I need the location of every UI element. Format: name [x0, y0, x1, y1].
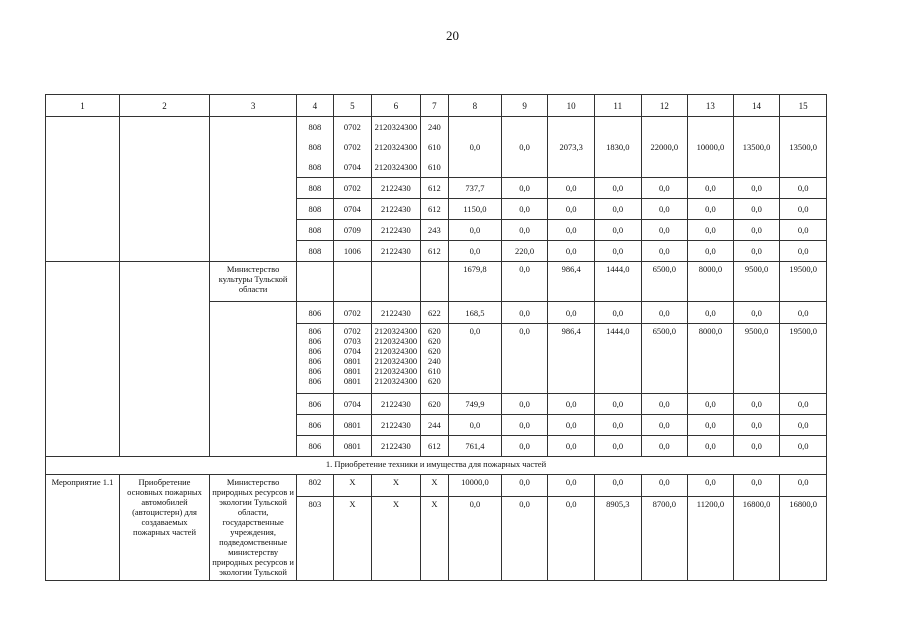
value-cell: 0,0 [780, 415, 827, 436]
value-cell: 13500,0 [733, 117, 780, 178]
ministry-culture-label: Министерство культуры Тульской области [210, 262, 297, 302]
code-cell [420, 117, 448, 178]
value-cell: 0,0 [501, 199, 548, 220]
value-cell: 0,0 [641, 220, 688, 241]
column-header: 13 [688, 95, 734, 117]
value-cell: 0,0 [688, 302, 734, 324]
value-cell: 16800,0 [733, 497, 780, 581]
value-cell: 0,0 [688, 436, 734, 457]
value-cell: 16800,0 [780, 497, 827, 581]
page-number: 20 [446, 28, 459, 43]
code-cell: 2122430 [372, 436, 421, 457]
value-cell: 0,0 [548, 497, 595, 581]
code-cell: 808 [297, 178, 333, 199]
value-cell: 0,0 [733, 394, 780, 415]
value-cell: 0,0 [501, 178, 548, 199]
code-cell: 806 [297, 394, 333, 415]
code-cell: 0704 [333, 199, 371, 220]
code-cell: 806 [297, 302, 333, 324]
code-cell: 243 [420, 220, 448, 241]
measure-executor: Министерство природных ресурсов и экологии Тульской области, государственные учреждения, подведомственные министерству природных ресурсов и экологии Тульской [210, 475, 297, 581]
code-line: 0702 [343, 122, 361, 132]
column-header: 11 [594, 95, 641, 117]
code-cell: X [420, 497, 448, 581]
value-cell: 19500,0 [780, 324, 827, 394]
code-cell: 612 [420, 199, 448, 220]
column-header: 2 [119, 95, 209, 117]
value-cell: 737,7 [449, 178, 502, 199]
value-cell: 8700,0 [641, 497, 688, 581]
column-header: 3 [210, 95, 297, 117]
value-cell: 0,0 [501, 324, 548, 394]
value-cell: 6500,0 [641, 324, 688, 394]
value-cell: 0,0 [501, 220, 548, 241]
code-cell: 806 806 806 806 806 806 [297, 324, 333, 394]
value-cell: 0,0 [449, 497, 502, 581]
code-line: 808 [308, 142, 322, 152]
value-cell: 13500,0 [780, 117, 827, 178]
code-cell: 2122430 [372, 394, 421, 415]
code-cell: 612 [420, 436, 448, 457]
value-cell: 0,0 [641, 436, 688, 457]
empty-cell [119, 262, 209, 457]
code-cell: 620 620 620 240 610 620 [420, 324, 448, 394]
value-cell: 0,0 [641, 415, 688, 436]
measure-description: Приобретение основных пожарных автомобилей (автоцистерн) для создаваемых пожарных частей [119, 475, 209, 581]
value-cell: 1444,0 [594, 324, 641, 394]
value-cell: 0,0 [733, 302, 780, 324]
value-cell: 0,0 [688, 199, 734, 220]
budget-table [45, 94, 827, 581]
value-cell: 1679,8 [449, 262, 502, 302]
value-cell: 0,0 [780, 241, 827, 262]
value-cell: 0,0 [594, 394, 641, 415]
code-cell: X [333, 475, 371, 497]
value-cell: 0,0 [594, 415, 641, 436]
empty-cell [297, 262, 333, 302]
empty-cell [46, 117, 120, 262]
value-cell: 0,0 [641, 178, 688, 199]
code-cell: 808 [297, 199, 333, 220]
value-cell: 22000,0 [641, 117, 688, 178]
code-line: 240 [428, 122, 441, 132]
value-cell: 0,0 [641, 302, 688, 324]
value-cell: 986,4 [548, 262, 595, 302]
value-cell: 0,0 [501, 497, 548, 581]
code-cell: X [420, 475, 448, 497]
value-cell: 1444,0 [594, 262, 641, 302]
code-cell: 622 [420, 302, 448, 324]
column-header: 14 [733, 95, 780, 117]
code-cell: 0801 [333, 415, 371, 436]
code-line: 2120324300 [374, 122, 418, 132]
value-cell: 0,0 [501, 475, 548, 497]
value-cell: 10000,0 [688, 117, 734, 178]
column-header: 4 [297, 95, 333, 117]
value-cell: 0,0 [449, 324, 502, 394]
value-cell: 220,0 [501, 241, 548, 262]
value-cell: 0,0 [449, 220, 502, 241]
value-cell: 0,0 [501, 415, 548, 436]
value-cell: 0,0 [449, 241, 502, 262]
value-cell: 0,0 [688, 241, 734, 262]
value-cell: 0,0 [780, 302, 827, 324]
value-cell: 0,0 [688, 220, 734, 241]
code-cell: 620 [420, 394, 448, 415]
value-cell: 0,0 [641, 475, 688, 497]
value-cell: 0,0 [548, 436, 595, 457]
measure-name: Мероприятие 1.1 [46, 475, 120, 581]
value-cell: 1830,0 [594, 117, 641, 178]
code-cell: 2122430 [372, 220, 421, 241]
value-cell: 10000,0 [449, 475, 502, 497]
value-cell: 0,0 [641, 394, 688, 415]
value-cell: 0,0 [780, 199, 827, 220]
value-cell: 168,5 [449, 302, 502, 324]
value-cell: 761,4 [449, 436, 502, 457]
value-cell: 0,0 [449, 415, 502, 436]
column-header: 1 [46, 95, 120, 117]
code-cell: X [372, 497, 421, 581]
code-line: 2120324300 [374, 142, 418, 152]
empty-cell [210, 302, 297, 457]
code-cell [372, 117, 421, 178]
empty-cell [210, 117, 297, 262]
empty-cell [420, 262, 448, 302]
empty-cell [333, 262, 371, 302]
code-cell: 244 [420, 415, 448, 436]
value-cell: 0,0 [733, 199, 780, 220]
column-header: 6 [372, 95, 421, 117]
column-header: 7 [420, 95, 448, 117]
value-cell: 8905,3 [594, 497, 641, 581]
code-cell: 0801 [333, 436, 371, 457]
value-cell: 0,0 [548, 199, 595, 220]
table-row [46, 117, 827, 178]
value-cell: 0,0 [780, 436, 827, 457]
value-cell: 0,0 [733, 475, 780, 497]
column-header: 8 [449, 95, 502, 117]
value-cell: 0,0 [594, 241, 641, 262]
code-cell [333, 117, 371, 178]
empty-cell [46, 262, 120, 457]
table-row [46, 262, 827, 302]
column-header: 5 [333, 95, 371, 117]
value-cell: 9500,0 [733, 262, 780, 302]
value-cell: 0,0 [594, 220, 641, 241]
value-cell: 0,0 [548, 415, 595, 436]
code-cell: 808 [297, 220, 333, 241]
value-cell: 0,0 [548, 241, 595, 262]
code-line: 0702 [343, 142, 361, 152]
code-line: 808 [308, 122, 322, 132]
code-cell: 2122430 [372, 199, 421, 220]
code-cell: 0702 0703 0704 0801 0801 0801 [333, 324, 371, 394]
column-header: 9 [501, 95, 548, 117]
code-cell: 806 [297, 436, 333, 457]
value-cell: 0,0 [548, 220, 595, 241]
table-row [46, 457, 827, 475]
code-line: 610 [428, 162, 441, 172]
value-cell: 2073,3 [548, 117, 595, 178]
section-title: 1. Приобретение техники и имущества для пожарных частей [46, 457, 827, 475]
value-cell: 0,0 [780, 178, 827, 199]
value-cell: 8000,0 [688, 262, 734, 302]
code-cell: 0702 [333, 178, 371, 199]
value-cell: 0,0 [548, 178, 595, 199]
code-cell: 612 [420, 178, 448, 199]
code-cell: 2122430 [372, 302, 421, 324]
value-cell: 6500,0 [641, 262, 688, 302]
value-cell: 1150,0 [449, 199, 502, 220]
value-cell: 0,0 [594, 199, 641, 220]
column-header: 15 [780, 95, 827, 117]
column-header: 10 [548, 95, 595, 117]
code-cell: 808 [297, 241, 333, 262]
value-cell: 0,0 [594, 302, 641, 324]
value-cell: 0,0 [733, 220, 780, 241]
value-cell: 749,9 [449, 394, 502, 415]
code-cell: 2120324300 2120324300 2120324300 2120324300 2120324300 2120324300 [372, 324, 421, 394]
code-cell [297, 117, 333, 178]
code-line: 2120324300 [374, 162, 418, 172]
value-cell: 0,0 [780, 220, 827, 241]
empty-cell [372, 262, 421, 302]
value-cell: 0,0 [688, 178, 734, 199]
value-cell: 0,0 [641, 241, 688, 262]
value-cell: 986,4 [548, 324, 595, 394]
code-cell: 806 [297, 415, 333, 436]
table-row [46, 475, 827, 497]
value-cell: 19500,0 [780, 262, 827, 302]
value-cell: 0,0 [594, 436, 641, 457]
value-cell: 0,0 [641, 199, 688, 220]
code-cell: 0702 [333, 302, 371, 324]
code-line: 610 [428, 142, 441, 152]
code-cell: 2122430 [372, 241, 421, 262]
value-cell: 0,0 [688, 415, 734, 436]
code-cell: 2122430 [372, 415, 421, 436]
value-cell: 0,0 [501, 262, 548, 302]
value-cell: 0,0 [548, 302, 595, 324]
value-cell: 11200,0 [688, 497, 734, 581]
code-cell: X [333, 497, 371, 581]
value-cell: 0,0 [688, 394, 734, 415]
value-cell: 0,0 [733, 436, 780, 457]
table-row [46, 95, 827, 117]
code-line: 0704 [343, 162, 361, 172]
code-cell: X [372, 475, 421, 497]
code-cell: 802 [297, 475, 333, 497]
value-cell: 0,0 [548, 394, 595, 415]
value-cell: 0,0 [594, 475, 641, 497]
code-cell: 0709 [333, 220, 371, 241]
value-cell: 9500,0 [733, 324, 780, 394]
empty-cell [119, 117, 209, 262]
value-cell: 0,0 [780, 394, 827, 415]
value-cell: 0,0 [733, 415, 780, 436]
value-cell: 0,0 [733, 241, 780, 262]
column-header: 12 [641, 95, 688, 117]
value-cell: 0,0 [594, 178, 641, 199]
value-cell: 8000,0 [688, 324, 734, 394]
value-cell: 0,0 [501, 117, 548, 178]
code-cell: 2122430 [372, 178, 421, 199]
code-cell: 1006 [333, 241, 371, 262]
value-cell: 0,0 [501, 436, 548, 457]
value-cell: 0,0 [501, 394, 548, 415]
value-cell: 0,0 [548, 475, 595, 497]
value-cell: 0,0 [449, 117, 502, 178]
code-cell: 803 [297, 497, 333, 581]
code-cell: 612 [420, 241, 448, 262]
value-cell: 0,0 [733, 178, 780, 199]
value-cell: 0,0 [780, 475, 827, 497]
value-cell: 0,0 [688, 475, 734, 497]
value-cell: 0,0 [501, 302, 548, 324]
code-cell: 0704 [333, 394, 371, 415]
code-line: 808 [308, 162, 322, 172]
